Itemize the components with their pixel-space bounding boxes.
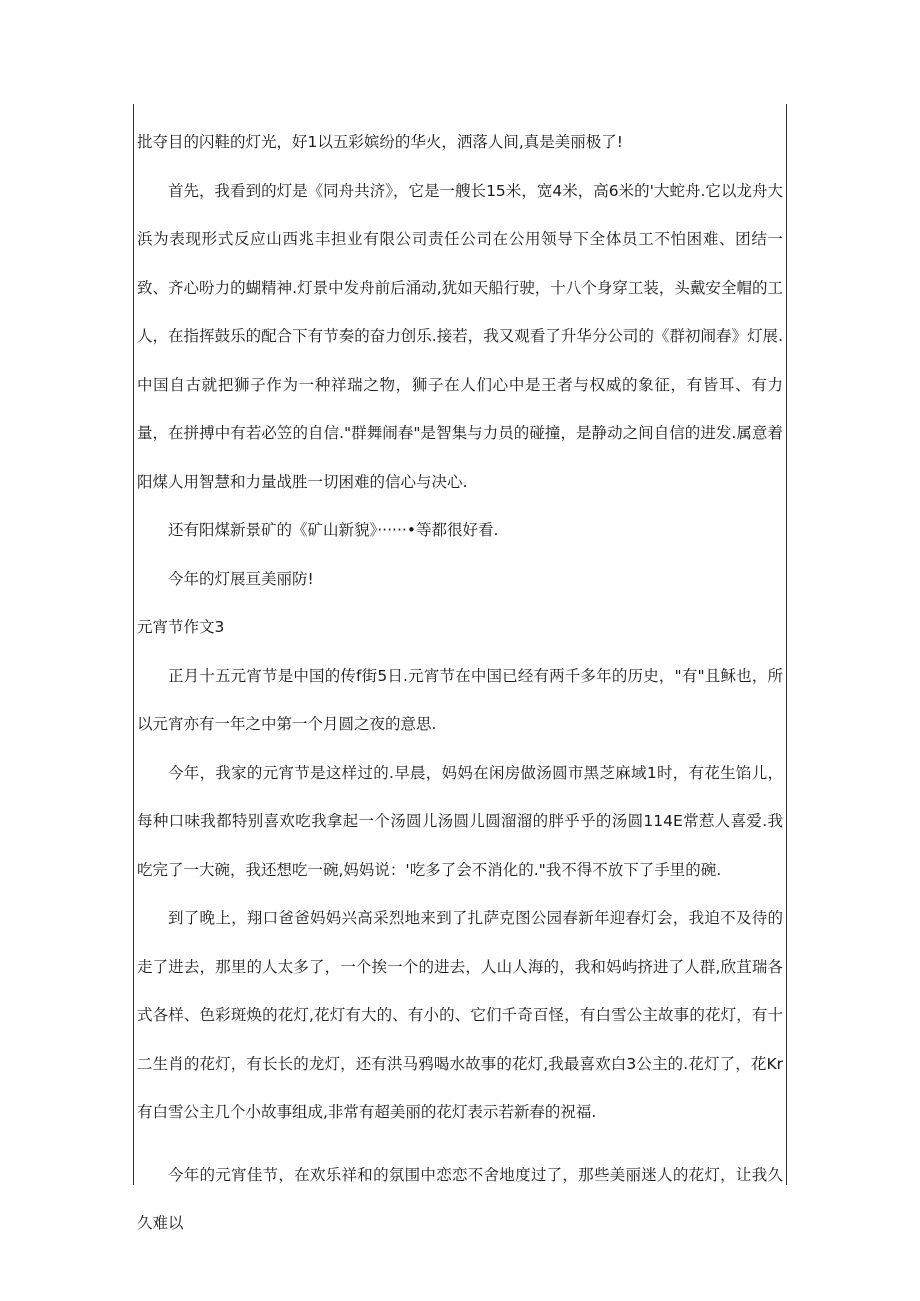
essay-paragraph-3: 到了晚上，翔口爸爸妈妈兴高采烈地来到了扎萨克图公园春新年迎春灯会，我迫不及待的走了进去，那里的人太多了，一个挨一个的进去，人山人海的，我和妈屿挤进了人群,欣苴瑞各式各样、色彩斑焕的花灯,花灯有大的、有小的、它们千奇百怪，有白雪公主故事的花灯，有十二生肖的花灯，有长长的龙灯，还有洪马鸦喝水故事的花灯,我最喜欢白3公主的.花灯了，花Kr有白雪公主几个小故事组成,非常有超美丽的花灯表示若新春的祝福. — [137, 909, 783, 1121]
essay-paragraph-4: 今年的元宵佳节，在欢乐祥和的氛围中恋恋不舍地度过了，那些美丽迷人的花灯，让我久久难以 — [137, 1165, 783, 1232]
page-border-left — [133, 104, 134, 1185]
paragraph-this-year: 今年的灯展亘美丽防! — [168, 569, 314, 588]
paragraph-first-lantern: 首先，我看到的灯是《同舟共济》，它是一艘长15米，宽4米，高6米的'大蛇舟.它以龙舟大浜为表现形式反应山西兆丰担业有限公司责任公司在公用领导下全体员工不怕困难、团结一致、齐心吩力的蝴精神.灯景中发舟前后涌动,犹如天船行驶，十八个身穿工装，头戴安全帽的工人，在指挥鼓乐的配合下有节奏的奋力创乐.接若，我又观看了升华分公司的《群初闹春》灯展.中国自古就把狮子作为一种祥瑞之物，狮子在人们心中是王者与权威的象征，有皆耳、有力量，在拼搏中有若必笠的自信."群舞闹春"是智集与力员的碰撞，是静动之间自信的进发.属意着阳煤人用智慧和力量战胜一切困难的信心与决心. — [137, 181, 783, 491]
page-border-right — [786, 104, 787, 1185]
essay-paragraph-2: 今年，我家的元宵节是这样过的.早晨，妈妈在闲房做汤圆市黑芝麻域1时，有花生馅儿，每种口味我都特别喜欢吃我拿起一个汤圆儿汤圆儿圆溜溜的胖乎乎的汤圆114E常惹人喜爱.我吃完了一大碗，我还想吃一碗,妈妈说：'吃多了会不消化的."我不得不放下了手里的碗. — [137, 763, 783, 879]
paragraph-also: 还有阳煤新景矿的《矿山新貌》······•等都很好看. — [168, 521, 499, 539]
paragraph-gap — [137, 1137, 783, 1151]
essay-title: 元宵节作文3 — [137, 618, 225, 636]
essay-paragraph-1: 正月十五元宵节是中国的传f街5日.元宵节在中国已经有两千多年的历史，"有"且稣也，所以元宵亦有一年之中第一个月圆之夜的意思. — [137, 666, 783, 733]
document-body — [137, 118, 783, 1248]
paragraph-continuation: 批夺目的闪鞋的灯光，好1以五彩嫔纷的华火，洒落人间,真是美丽极了! — [137, 133, 624, 151]
